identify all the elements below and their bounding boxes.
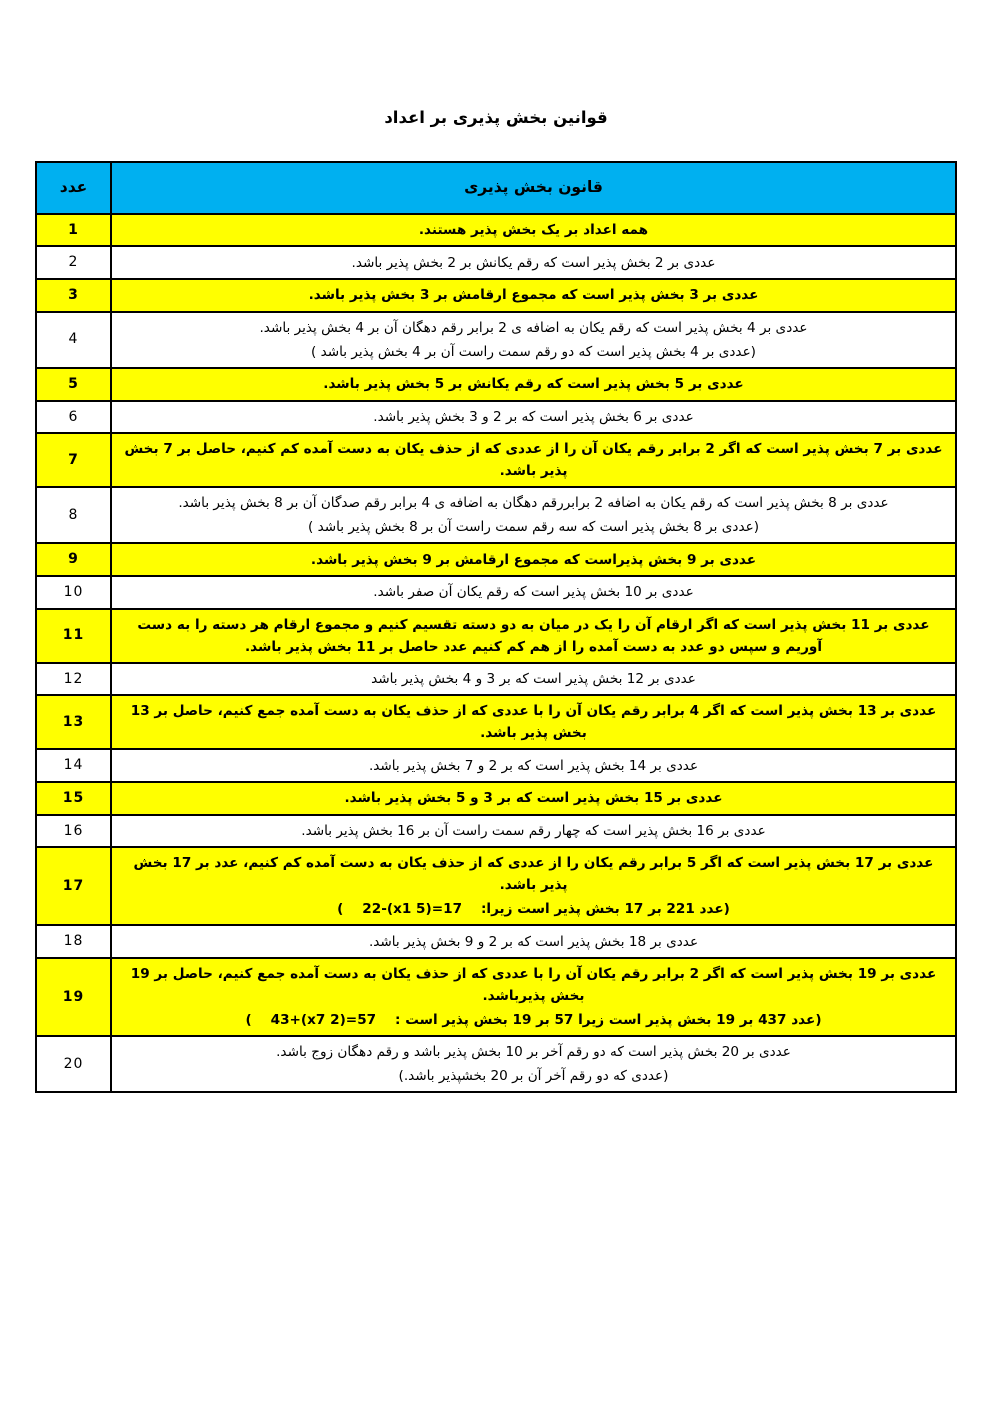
number-cell: 8 — [36, 487, 111, 543]
rule-cell — [111, 279, 956, 312]
divisibility-rules-table — [35, 161, 957, 1093]
column-header-rule: قانون بخش پذیری — [111, 162, 956, 214]
rule-text: عددی بر 2 بخش پذیر است که رقم یکانش بر 2 بخش پذیر باشد. — [351, 254, 716, 271]
rule-cell — [111, 214, 956, 247]
number-cell: 17 — [36, 847, 111, 925]
rule-text: عددی بر 14 بخش پذیر است که بر 2 و 7 بخش پذیر باشد. — [368, 757, 699, 774]
rule-text: عددی بر 3 بخش پذیر است که مجموع ارقامش بر 3 بخش پذیر باشد. — [308, 287, 759, 304]
page-title: قوانین بخش پذیری بر اعداد — [384, 108, 608, 127]
rule-cell — [111, 401, 956, 434]
rule-cell — [111, 543, 956, 576]
table-row — [36, 958, 956, 1036]
number-cell: 16 — [36, 815, 111, 848]
number-cell: 3 — [36, 279, 111, 312]
table-row — [36, 401, 956, 434]
table-row — [36, 279, 956, 312]
rule-cell — [111, 576, 956, 609]
number-cell: 19 — [36, 958, 111, 1036]
rule-cell — [111, 695, 956, 749]
rule-cell — [111, 847, 956, 925]
table-row — [36, 609, 956, 663]
number-cell: 2 — [36, 246, 111, 279]
rule-text: همه اعداد بر یک بخش پذیر هستند. — [418, 222, 649, 239]
rule-text: عددی بر 6 بخش پذیر است که بر 2 و 3 بخش پذیر باشد. — [373, 408, 694, 425]
rule-cell — [111, 246, 956, 279]
rule-example: (عددی بر 4 بخش پذیر است که دو رقم سمت راست آن بر 4 بخش پذیر باشد ) — [311, 343, 756, 360]
table-row — [36, 487, 956, 543]
rule-cell — [111, 368, 956, 401]
rule-text: عددی بر 13 بخش پذیر است که اگر 4 برابر رقم یکان آن را با عددی که از حذف یکان به دست آمده جمع کنیم، حاصل بر 13 بخش پذیر باشد. — [130, 703, 937, 742]
rule-cell — [111, 815, 956, 848]
rule-text: عددی بر 15 بخش پذیر است که بر 3 و 5 بخش پذیر باشد. — [344, 790, 723, 807]
rule-cell — [111, 312, 956, 368]
table-header-row — [36, 162, 956, 214]
rule-cell — [111, 487, 956, 543]
rule-example: (عدد 437 بر 19 بخش پذیر است زیرا 57 بر 19 بخش پذیر است : 57=(2 x7)+43 ) — [245, 1012, 822, 1029]
number-cell: 11 — [36, 609, 111, 663]
rule-text: عددی بر 10 بخش پذیر است که رقم یکان آن صفر باشد. — [373, 584, 694, 601]
table-row — [36, 312, 956, 368]
rule-example: (عددی که دو رقم آخر آن بر 20 بخشپذیر باشد.) — [398, 1068, 669, 1085]
table-header — [36, 162, 956, 214]
table-row — [36, 663, 956, 696]
rule-cell — [111, 782, 956, 815]
table-row — [36, 368, 956, 401]
number-cell: 20 — [36, 1036, 111, 1092]
table-row — [36, 214, 956, 247]
table-row — [36, 1036, 956, 1092]
rule-text: عددی بر 4 بخش پذیر است که رقم یکان به اضافه ی 2 برابر رقم دهگان آن بر 4 بخش پذیر باشد. — [259, 319, 808, 336]
rule-example: (عدد 221 بر 17 بخش پذیر است زیرا: 17=(5 x1)-22 ) — [337, 901, 730, 918]
table-row — [36, 695, 956, 749]
rule-text: عددی بر 7 بخش پذیر است که اگر 2 برابر رقم یکان آن را از عددی که از حذف یکان به دست آمده کم کنیم، حاصل بر 7 بخش پذیر باشد. — [124, 441, 943, 480]
rule-text: عددی بر 18 بخش پذیر است که بر 2 و 9 بخش پذیر باشد. — [368, 933, 699, 950]
rule-text: عددی بر 17 بخش پذیر است که اگر 5 برابر رقم یکان را از عددی که از حذف یکان به دست آمده کم کنیم، عدد بر 17 بخش پذیر باشد. — [133, 855, 934, 894]
rule-cell — [111, 1036, 956, 1092]
number-cell: 7 — [36, 433, 111, 487]
table-row — [36, 847, 956, 925]
rule-cell — [111, 925, 956, 958]
table-row — [36, 246, 956, 279]
number-cell: 14 — [36, 749, 111, 782]
rule-cell — [111, 663, 956, 696]
number-cell: 10 — [36, 576, 111, 609]
table-row — [36, 433, 956, 487]
number-cell: 13 — [36, 695, 111, 749]
table-row — [36, 815, 956, 848]
number-cell: 1 — [36, 214, 111, 247]
number-cell: 15 — [36, 782, 111, 815]
number-cell: 18 — [36, 925, 111, 958]
number-cell: 4 — [36, 312, 111, 368]
rule-text: عددی بر 19 بخش پذیر است که اگر 2 برابر رقم یکان آن را با عددی که از حذف یکان به دست آمده جمع کنیم، حاصل بر 19 بخش پذیرباشد. — [130, 966, 937, 1005]
rule-text: عددی بر 20 بخش پذیر است که دو رقم آخر بر 10 بخش پذیر باشد و رقم دهگان زوج باشد. — [276, 1044, 791, 1061]
rule-cell — [111, 749, 956, 782]
rule-text: عددی بر 16 بخش پذیر است که چهار رقم سمت راست آن بر 16 بخش پذیر باشد. — [301, 823, 766, 839]
table-row — [36, 576, 956, 609]
rule-text: عددی بر 11 بخش پذیر است که اگر ارقام آن را یک در میان به دو دسته تقسیم کنیم و مجموع ارقام هر دسته را به دست آوریم و سپس دو عدد به دست آمده را از هم کم کنیم عدد حاصل بر 11 بخش پذیر باشد. — [137, 616, 930, 655]
rule-cell — [111, 609, 956, 663]
rule-text: عددی بر 12 بخش پذیر است که بر 3 و 4 بخش پذیر باشد — [371, 670, 696, 687]
table-row — [36, 749, 956, 782]
table-row — [36, 543, 956, 576]
table-row — [36, 782, 956, 815]
rule-text: عددی بر 8 بخش پذیر است که رقم یکان به اضافه 2 برابررقم دهگان به اضافه ی 4 برابر رقم صدگان آن بر 8 بخش پذیر باشد. — [178, 495, 889, 512]
table-body — [36, 214, 956, 1092]
column-header-number: عدد — [36, 162, 111, 214]
number-cell: 12 — [36, 663, 111, 696]
rule-text: عددی بر 9 بخش پذیراست که مجموع ارقامش بر 9 بخش پذیر باشد. — [310, 551, 757, 568]
rule-text: عددی بر 5 بخش پذیر است که رقم یکانش بر 5 بخش پذیر باشد. — [323, 376, 744, 393]
number-cell: 6 — [36, 401, 111, 434]
number-cell: 9 — [36, 543, 111, 576]
rule-cell — [111, 433, 956, 487]
rule-cell — [111, 958, 956, 1036]
rule-example: (عددی بر 8 بخش پذیر است که سه رقم سمت راست آن بر 8 بخش پذیر باشد ) — [307, 519, 760, 536]
number-cell: 5 — [36, 368, 111, 401]
table-row — [36, 925, 956, 958]
